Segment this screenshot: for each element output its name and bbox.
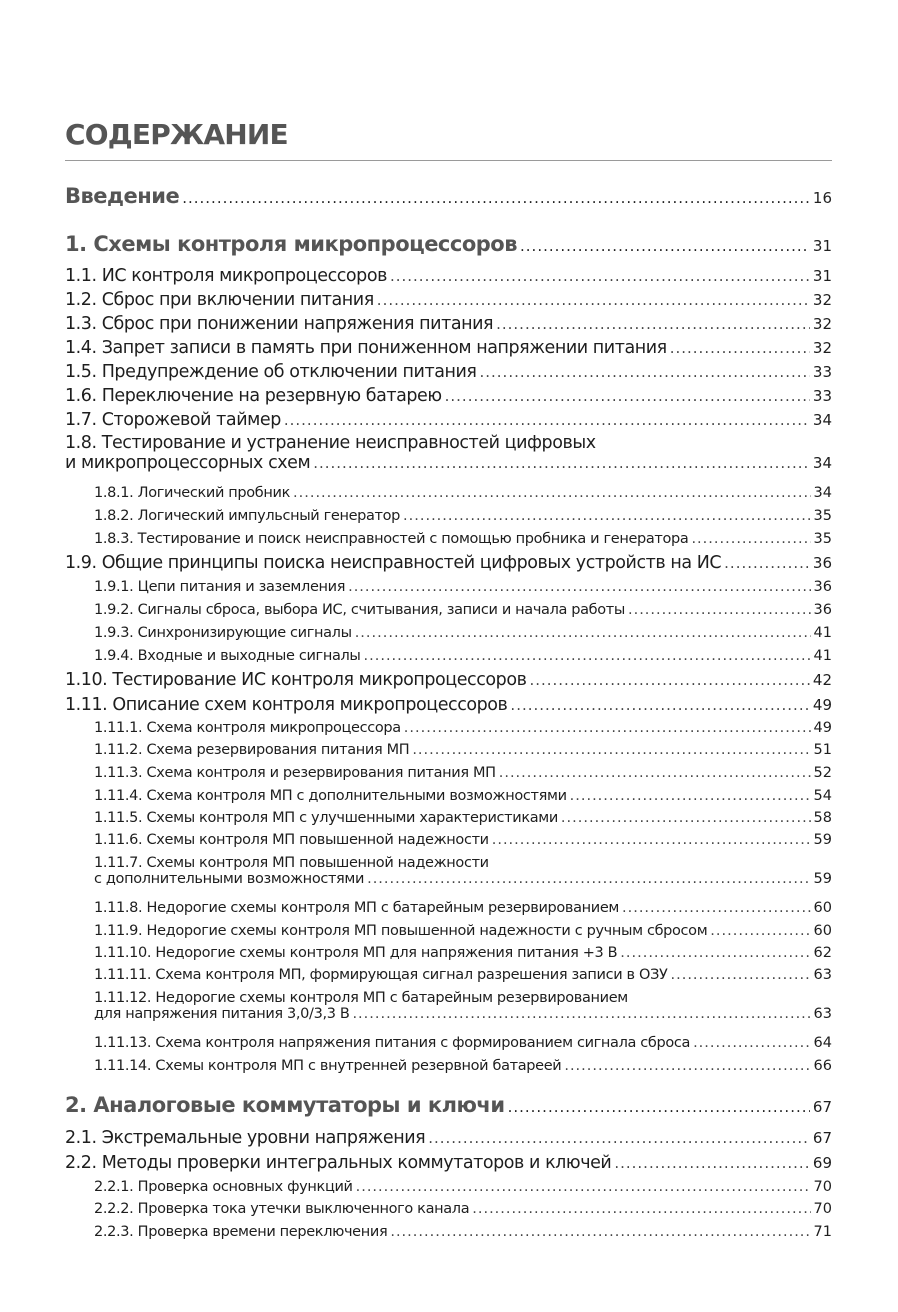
toc-entry-title: 1.9.1. Цепи питания и заземления	[94, 579, 346, 595]
dot-leader	[628, 602, 811, 618]
toc-entry[interactable]	[94, 1179, 832, 1195]
toc-entry[interactable]	[65, 695, 832, 715]
dot-leader	[367, 871, 810, 887]
toc-entry-row	[94, 810, 832, 826]
dot-leader	[364, 648, 811, 664]
dot-leader	[670, 339, 810, 357]
toc-entry[interactable]	[65, 1153, 832, 1173]
toc-entry-row	[65, 184, 832, 208]
toc-entry[interactable]	[65, 362, 832, 382]
toc-entry-row	[94, 625, 832, 641]
toc-entry-row	[65, 410, 832, 430]
toc-entry-page-number: 59	[813, 871, 832, 887]
toc-entry-page-number: 71	[813, 1224, 832, 1240]
toc-entry[interactable]	[94, 1224, 832, 1240]
toc-entry-title: 1.8.3. Тестирование и поиск неисправностей с помощью пробника и генератора	[94, 531, 689, 547]
toc-entry-row	[94, 788, 832, 804]
dot-leader	[564, 1058, 810, 1074]
toc-entry-page-number: 33	[812, 387, 832, 405]
toc-entry-title: 1.9. Общие принципы поиска неисправностей цифровых устройств на ИС	[65, 553, 722, 573]
toc-entry-page-number: 59	[813, 832, 832, 848]
toc-entry-page-number: 36	[813, 602, 832, 618]
toc-entry-title: 1.11.11. Схема контроля МП, формирующая сигнал разрешения записи в ОЗУ	[94, 967, 668, 983]
toc-entry[interactable]	[94, 810, 832, 826]
toc-entry[interactable]	[94, 579, 832, 595]
toc-entry-title: 1.11. Описание схем контроля микропроцессоров	[65, 695, 508, 715]
toc-entry[interactable]	[94, 648, 832, 664]
dot-leader	[724, 554, 810, 572]
toc-entry-page-number: 49	[812, 696, 832, 714]
toc-entry-page-number: 63	[813, 1006, 832, 1022]
toc-entry-title: с дополнительными возможностями	[94, 871, 365, 887]
toc-entry-row	[94, 531, 832, 547]
toc-entry-title: 1.3. Сброс при понижении напряжения питания	[65, 314, 494, 334]
dot-leader	[492, 832, 811, 848]
dot-leader	[691, 531, 810, 547]
toc-entry-page-number: 34	[812, 454, 832, 472]
toc-entry-page-number: 70	[813, 1201, 832, 1217]
toc-entry-title: 1.11.5. Схемы контроля МП с улучшенными характеристиками	[94, 810, 558, 826]
toc-entry-row	[94, 1224, 832, 1240]
toc-entry[interactable]	[65, 386, 832, 406]
toc-entry-title: 1.6. Переключение на резервную батарею	[65, 386, 442, 406]
toc-entry-page-number: 52	[813, 765, 832, 781]
toc-entry-row	[94, 1058, 832, 1074]
toc-entry-title: 1.11.4. Схема контроля МП с дополнительными возможностями	[94, 788, 567, 804]
toc-entry-row	[65, 362, 832, 382]
toc-entry[interactable]	[94, 485, 832, 501]
toc-entry-title: 1.9.3. Синхронизирующие сигналы	[94, 625, 352, 641]
toc-entry-title: 1.11.13. Схема контроля напряжения питания с формированием сигнала сброса	[94, 1035, 691, 1051]
toc-entry-page-number: 32	[812, 339, 832, 357]
dot-leader	[561, 810, 811, 826]
toc-entry-page-number: 63	[813, 967, 832, 983]
toc-entry-page-number: 35	[813, 508, 832, 524]
dot-leader	[510, 696, 809, 714]
toc-entry[interactable]	[65, 1093, 832, 1117]
dot-leader	[348, 579, 810, 595]
toc-entry[interactable]	[94, 1058, 832, 1074]
toc-entry[interactable]	[65, 670, 832, 690]
toc-entry-page-number: 70	[813, 1179, 832, 1195]
toc-entry-page-number: 36	[813, 579, 832, 595]
toc-entry-row	[94, 508, 832, 524]
toc-entry[interactable]	[65, 1128, 832, 1148]
dot-leader	[284, 411, 810, 429]
toc-entry-page-number: 16	[812, 189, 832, 207]
toc-entry[interactable]	[94, 832, 832, 848]
toc-entry-page-number: 51	[813, 742, 832, 758]
toc-entry[interactable]	[94, 923, 832, 939]
toc-entry[interactable]	[65, 232, 832, 256]
toc-entry-row	[94, 742, 832, 758]
dot-leader	[293, 485, 811, 501]
toc-entry-row	[94, 945, 832, 961]
dot-leader	[428, 1129, 810, 1147]
toc-entry-page-number: 42	[812, 671, 832, 689]
toc-entry-page-number: 35	[813, 531, 832, 547]
dot-leader	[614, 1154, 810, 1172]
toc-entry[interactable]	[65, 410, 832, 430]
page-title: СОДЕРЖАНИЕ	[65, 118, 288, 151]
toc-entry-row	[65, 695, 832, 715]
toc-entry[interactable]	[94, 967, 832, 983]
toc-entry-title: для напряжения питания 3,0/3,3 В	[94, 1006, 350, 1022]
dot-leader	[472, 1201, 810, 1217]
toc-entry-row	[65, 314, 832, 334]
toc-entry-title: 2.1. Экстремальные уровни напряжения	[65, 1128, 426, 1148]
toc-entry[interactable]	[94, 742, 832, 758]
toc-entry-page-number: 60	[813, 923, 832, 939]
toc-entry-row	[65, 290, 832, 310]
toc-entry-title: Введение	[65, 184, 180, 208]
toc-entry-page-number: 62	[813, 945, 832, 961]
toc-entry-page-number: 67	[812, 1129, 832, 1147]
toc-entry[interactable]	[94, 765, 832, 781]
toc-entry-page-number: 49	[813, 720, 832, 736]
dot-leader	[404, 720, 811, 736]
toc-entry[interactable]	[94, 1201, 832, 1217]
toc-entry-row	[94, 579, 832, 595]
toc-entry-row	[65, 1128, 832, 1148]
toc-entry-title: 1.1. ИС контроля микропроцессоров	[65, 266, 387, 286]
toc-entry-row	[65, 1153, 832, 1173]
toc-entry[interactable]	[94, 788, 832, 804]
toc-entry-title: 1.11.6. Схемы контроля МП повышенной надежности	[94, 832, 489, 848]
dot-leader	[693, 1035, 810, 1051]
dot-leader	[520, 237, 810, 255]
dot-leader	[403, 508, 811, 524]
toc-entry[interactable]	[65, 266, 832, 286]
toc-entry-row	[65, 1093, 832, 1117]
toc-entry-row	[94, 1006, 832, 1022]
toc-entry-row	[94, 485, 832, 501]
toc-entry-page-number: 64	[813, 1035, 832, 1051]
dot-leader	[182, 189, 810, 207]
dot-leader	[710, 923, 810, 939]
toc-entry[interactable]	[94, 1035, 832, 1051]
toc-entry-title: 1.11.14. Схемы контроля МП с внутренней резервной батареей	[94, 1058, 562, 1074]
dot-leader	[412, 742, 810, 758]
toc-entry[interactable]	[94, 602, 832, 618]
toc-entry[interactable]	[94, 990, 832, 1022]
toc-entry[interactable]	[94, 720, 832, 736]
toc-entry-title: 2.2.2. Проверка тока утечки выключенного канала	[94, 1201, 470, 1217]
dot-leader	[390, 1224, 810, 1240]
toc-entry-title: 2.2.3. Проверка времени переключения	[94, 1224, 388, 1240]
toc-entry[interactable]	[65, 553, 832, 573]
dot-leader	[356, 1179, 811, 1195]
dot-leader	[445, 387, 810, 405]
dot-leader	[355, 625, 811, 641]
toc-entry[interactable]	[65, 433, 832, 473]
toc-entry-row	[94, 720, 832, 736]
toc-entry-page-number: 58	[813, 810, 832, 826]
toc-entry-title: 1.8.1. Логический пробник	[94, 485, 291, 501]
toc-entry-page-number: 66	[813, 1058, 832, 1074]
toc-entry-title: 1.11.1. Схема контроля микропроцессора	[94, 720, 401, 736]
toc-entry[interactable]	[65, 338, 832, 358]
toc-entry-page-number: 34	[813, 485, 832, 501]
toc-entry-title: 1.2. Сброс при включении питания	[65, 290, 374, 310]
toc-entry[interactable]	[94, 508, 832, 524]
toc-entry-row	[94, 967, 832, 983]
toc-entry-title: 1.4. Запрет записи в память при пониженном напряжении питания	[65, 338, 667, 358]
toc-entry-first-line: 1.11.12. Недорогие схемы контроля МП с батарейным резервированием	[94, 990, 628, 1006]
toc-entry-title: 1. Схемы контроля микропроцессоров	[65, 232, 518, 256]
toc-entry-page-number: 31	[812, 237, 832, 255]
toc-entry-page-number: 41	[813, 648, 832, 664]
dot-leader	[352, 1006, 810, 1022]
toc-entry-row	[94, 832, 832, 848]
toc-entry-page-number: 69	[812, 1154, 832, 1172]
toc-entry-title: 1.11.10. Недорогие схемы контроля МП для напряжения питания +3 В	[94, 945, 618, 961]
toc-entry-title: 1.11.2. Схема резервирования питания МП	[94, 742, 410, 758]
toc-entry-row	[94, 602, 832, 618]
toc-entry-page-number: 67	[812, 1098, 832, 1116]
toc-entry-row	[94, 765, 832, 781]
toc-entry[interactable]	[94, 531, 832, 547]
toc-entry-row	[65, 553, 832, 573]
toc-entry-row	[94, 900, 832, 916]
toc-entry-row	[65, 338, 832, 358]
dot-leader	[499, 765, 811, 781]
toc-entry-row	[65, 232, 832, 256]
toc-entry-row	[94, 1179, 832, 1195]
toc-entry-title: 1.8.2. Логический импульсный генератор	[94, 508, 401, 524]
toc-entry-row	[94, 923, 832, 939]
toc-entry-page-number: 32	[812, 291, 832, 309]
dot-leader	[622, 900, 811, 916]
dot-leader	[508, 1098, 810, 1116]
dot-leader	[479, 363, 809, 381]
dot-leader	[496, 315, 810, 333]
toc-entry-row	[65, 670, 832, 690]
toc-entry-title: 1.5. Предупреждение об отключении питания	[65, 362, 477, 382]
toc-entry-row	[94, 871, 832, 887]
toc-entry[interactable]	[65, 184, 832, 208]
toc-entry-row	[94, 1201, 832, 1217]
toc-entry-page-number: 36	[812, 554, 832, 572]
toc-entry[interactable]	[94, 625, 832, 641]
toc-entry-row	[65, 266, 832, 286]
toc-entry-page-number: 32	[812, 315, 832, 333]
toc-entry-page-number: 54	[813, 788, 832, 804]
toc-entry[interactable]	[94, 945, 832, 961]
toc-entry-page-number: 41	[813, 625, 832, 641]
toc-entry-title: 2.2. Методы проверки интегральных коммутаторов и ключей	[65, 1153, 612, 1173]
toc-entry-title: 1.9.4. Входные и выходные сигналы	[94, 648, 361, 664]
dot-leader	[313, 454, 810, 472]
toc-entry-title: 2. Аналоговые коммутаторы и ключи	[65, 1093, 505, 1117]
toc-entry[interactable]	[94, 900, 832, 916]
toc-entry-title: 1.10. Тестирование ИС контроля микропроцессоров	[65, 670, 527, 690]
toc-entry-row	[94, 1035, 832, 1051]
toc-entry[interactable]	[94, 855, 832, 887]
toc-entry-first-line: 1.11.7. Схемы контроля МП повышенной надежности	[94, 855, 489, 871]
toc-entry-row	[65, 386, 832, 406]
toc-entry-row	[94, 648, 832, 664]
toc-entry-page-number: 34	[812, 411, 832, 429]
toc-entry-page-number: 31	[812, 267, 832, 285]
toc-entry-title: 1.11.3. Схема контроля и резервирования питания МП	[94, 765, 496, 781]
toc-entry-title: 1.7. Сторожевой таймер	[65, 410, 281, 430]
toc-entry-page-number: 33	[812, 363, 832, 381]
dot-leader	[390, 267, 810, 285]
toc-entry-title: 1.9.2. Сигналы сброса, выбора ИС, считывания, записи и начала работы	[94, 602, 625, 618]
toc-entry-title: 1.11.8. Недорогие схемы контроля МП с батарейным резервированием	[94, 900, 619, 916]
toc-entry-title: 1.11.9. Недорогие схемы контроля МП повышенной надежности с ручным сбросом	[94, 923, 708, 939]
toc-entry-first-line: 1.8. Тестирование и устранение неисправностей цифровых	[65, 433, 596, 453]
toc-entry-title: 2.2.1. Проверка основных функций	[94, 1179, 353, 1195]
dot-leader	[620, 945, 810, 961]
toc-entry[interactable]	[65, 290, 832, 310]
dot-leader	[529, 671, 809, 689]
toc-entry[interactable]	[65, 314, 832, 334]
dot-leader	[570, 788, 811, 804]
toc-entry-row	[65, 453, 832, 473]
toc-entry-title: и микропроцессорных схем	[65, 453, 311, 473]
toc-entry-page-number: 60	[813, 900, 832, 916]
dot-leader	[671, 967, 811, 983]
dot-leader	[377, 291, 810, 309]
